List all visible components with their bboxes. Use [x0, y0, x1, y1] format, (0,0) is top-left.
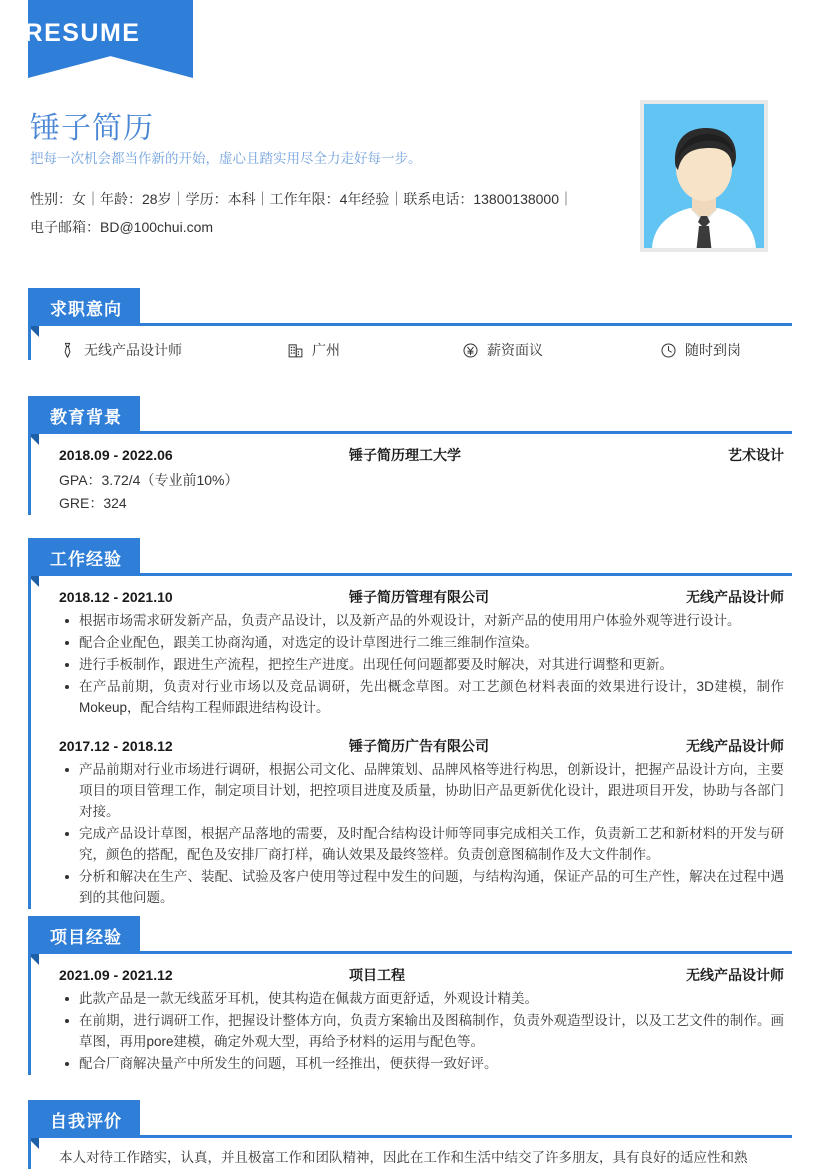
entry-role: 无线产品设计师 [686, 589, 784, 605]
section-body [28, 434, 792, 515]
self-evaluation-text: 本人对待工作踏实，认真，并且极富工作和团队精神，因此在工作和生活中结交了许多朋友，具有良好的适应性和熟 [59, 1150, 748, 1165]
entry-date: 2018.12 - 2021.10 [59, 589, 173, 605]
candidate-photo [644, 104, 764, 248]
list-item: 在前期，进行调研工作，把握设计整体方向，负责方案输出及图稿制作，负责外观造型设计，以及工艺文件的制作。画草图，再用pore建模，确定外观大型，再给予材料的运用与配色等。 [79, 1011, 784, 1053]
list-item: 完成产品设计草图，根据产品落地的需要，及时配合结构设计师等同事完成相关工作，负责新工艺和新材料的开发与研究，颜色的搭配，配色及安排厂商打样，确认效果及最终签样。负责创意图稿制作及大文件制作。 [79, 824, 784, 866]
list-item: 此款产品是一款无线蓝牙耳机，使其构造在佩裁方面更舒适，外观设计精美。 [79, 989, 784, 1010]
section-body [28, 576, 792, 909]
entry-role: 无线产品设计师 [686, 967, 784, 983]
section-header [28, 916, 792, 954]
avatar-illustration-icon [644, 104, 764, 248]
section-title: 工作经验 [28, 538, 140, 576]
entry-organization: 锤子简历广告有限公司 [349, 738, 489, 754]
necktie-icon [59, 342, 76, 359]
intent-salary-label: 薪资面议 [487, 342, 543, 358]
section-body [28, 1138, 792, 1169]
entry-organization: 锤子简历管理有限公司 [349, 589, 489, 605]
entry-bullet-list [59, 989, 792, 1075]
entry-date: 2021.09 - 2021.12 [59, 967, 173, 983]
section-job-intention [28, 288, 792, 360]
section-title: 教育背景 [28, 396, 140, 434]
entry-header [59, 964, 792, 986]
identity-block [30, 110, 630, 241]
education-entry [59, 444, 792, 515]
list-item: 分析和解决在生产、装配、试验及客户使用等过程中发生的问题，与结构沟通，保证产品的可生产性，解决在过程中遇到的其他问题。 [79, 867, 784, 909]
entry-role: 艺术设计 [728, 447, 784, 463]
section-header [28, 538, 792, 576]
yen-circle-icon [462, 342, 479, 359]
section-work-experience [28, 538, 792, 911]
list-item: 配合厂商解决量产中所发生的问题，耳机一经推出，便获得一致好评。 [79, 1054, 784, 1075]
list-item: 配合企业配色，跟美工协商沟通，对选定的设计草图进行二维三维制作渲染。 [79, 633, 784, 654]
entry-header [59, 586, 792, 608]
entry-header [59, 735, 792, 757]
list-item: 产品前期对行业市场进行调研，根据公司文化、品牌策划、品牌风格等进行构思，创新设计，把握产品设计方向，主要项目的项目管理工作，制定项目计划，把控项目进度及质量，协助旧产品更新优化设计，跟进项目开发，协助与各部门对接。 [79, 760, 784, 823]
list-item: 根据市场需求研发新产品，负责产品设计，以及新产品的外观设计，对新产品的使用用户体验外观等进行设计。 [79, 611, 784, 632]
section-header [28, 288, 792, 326]
intent-city-label: 广州 [312, 342, 340, 358]
intent-position-label: 无线产品设计师 [84, 342, 182, 358]
entry-bullet-list [59, 760, 792, 908]
section-education [28, 396, 792, 517]
entry-date: 2018.09 - 2022.06 [59, 447, 173, 463]
intent-item-city [287, 340, 462, 360]
contact-meta-line-2: 电子邮箱：BD@100chui.com [30, 218, 214, 235]
candidate-photo-frame [640, 100, 768, 252]
list-item: 进行手板制作，跟进生产流程，把控生产进度。出现任何问题都要及时解决，对其进行调整和更新。 [79, 655, 784, 676]
work-entry [59, 735, 792, 909]
intent-item-salary [462, 340, 660, 360]
resume-ribbon-label: RESUME [24, 19, 141, 47]
entry-date: 2017.12 - 2018.12 [59, 738, 173, 754]
section-header [28, 396, 792, 434]
section-header [28, 1100, 792, 1138]
education-gre: GRE：324 [59, 495, 127, 512]
project-entry [59, 964, 792, 1075]
building-icon [287, 342, 304, 359]
section-body [28, 954, 792, 1075]
intent-item-position [59, 340, 287, 360]
section-title: 自我评价 [28, 1100, 140, 1138]
candidate-tagline: 把每一次机会都当作新的开始，虚心且踏实用尽全力走好每一步。 [30, 150, 422, 166]
section-title: 项目经验 [28, 916, 140, 954]
entry-role: 无线产品设计师 [686, 738, 784, 754]
list-item: 在产品前期，负责对行业市场以及竞品调研，先出概念草图。对工艺颜色材料表面的效果进行设计，3D建模，制作Mokeup，配合结构工程师跟进结构设计。 [79, 677, 784, 719]
work-entry [59, 586, 792, 719]
entry-bullet-list [59, 611, 792, 719]
intent-item-availability [660, 340, 741, 360]
clock-icon [660, 342, 677, 359]
contact-meta-line-1: 性别：女｜年龄：28岁｜学历：本科｜工作年限：4年经验｜联系电话：13800138000｜ [30, 191, 574, 208]
intent-availability-label: 随时到岗 [685, 342, 741, 358]
section-project-experience [28, 916, 792, 1077]
section-body [28, 326, 792, 360]
entry-header [59, 444, 792, 466]
candidate-name: 锤子简历 [30, 112, 154, 145]
education-gpa: GPA：3.72/4（专业前10%） [59, 472, 239, 489]
section-title: 求职意向 [28, 288, 140, 326]
entry-organization: 项目工程 [349, 967, 405, 983]
job-intention-row [59, 336, 792, 360]
entry-organization: 锤子简历理工大学 [349, 447, 461, 463]
section-self-evaluation [28, 1100, 792, 1169]
